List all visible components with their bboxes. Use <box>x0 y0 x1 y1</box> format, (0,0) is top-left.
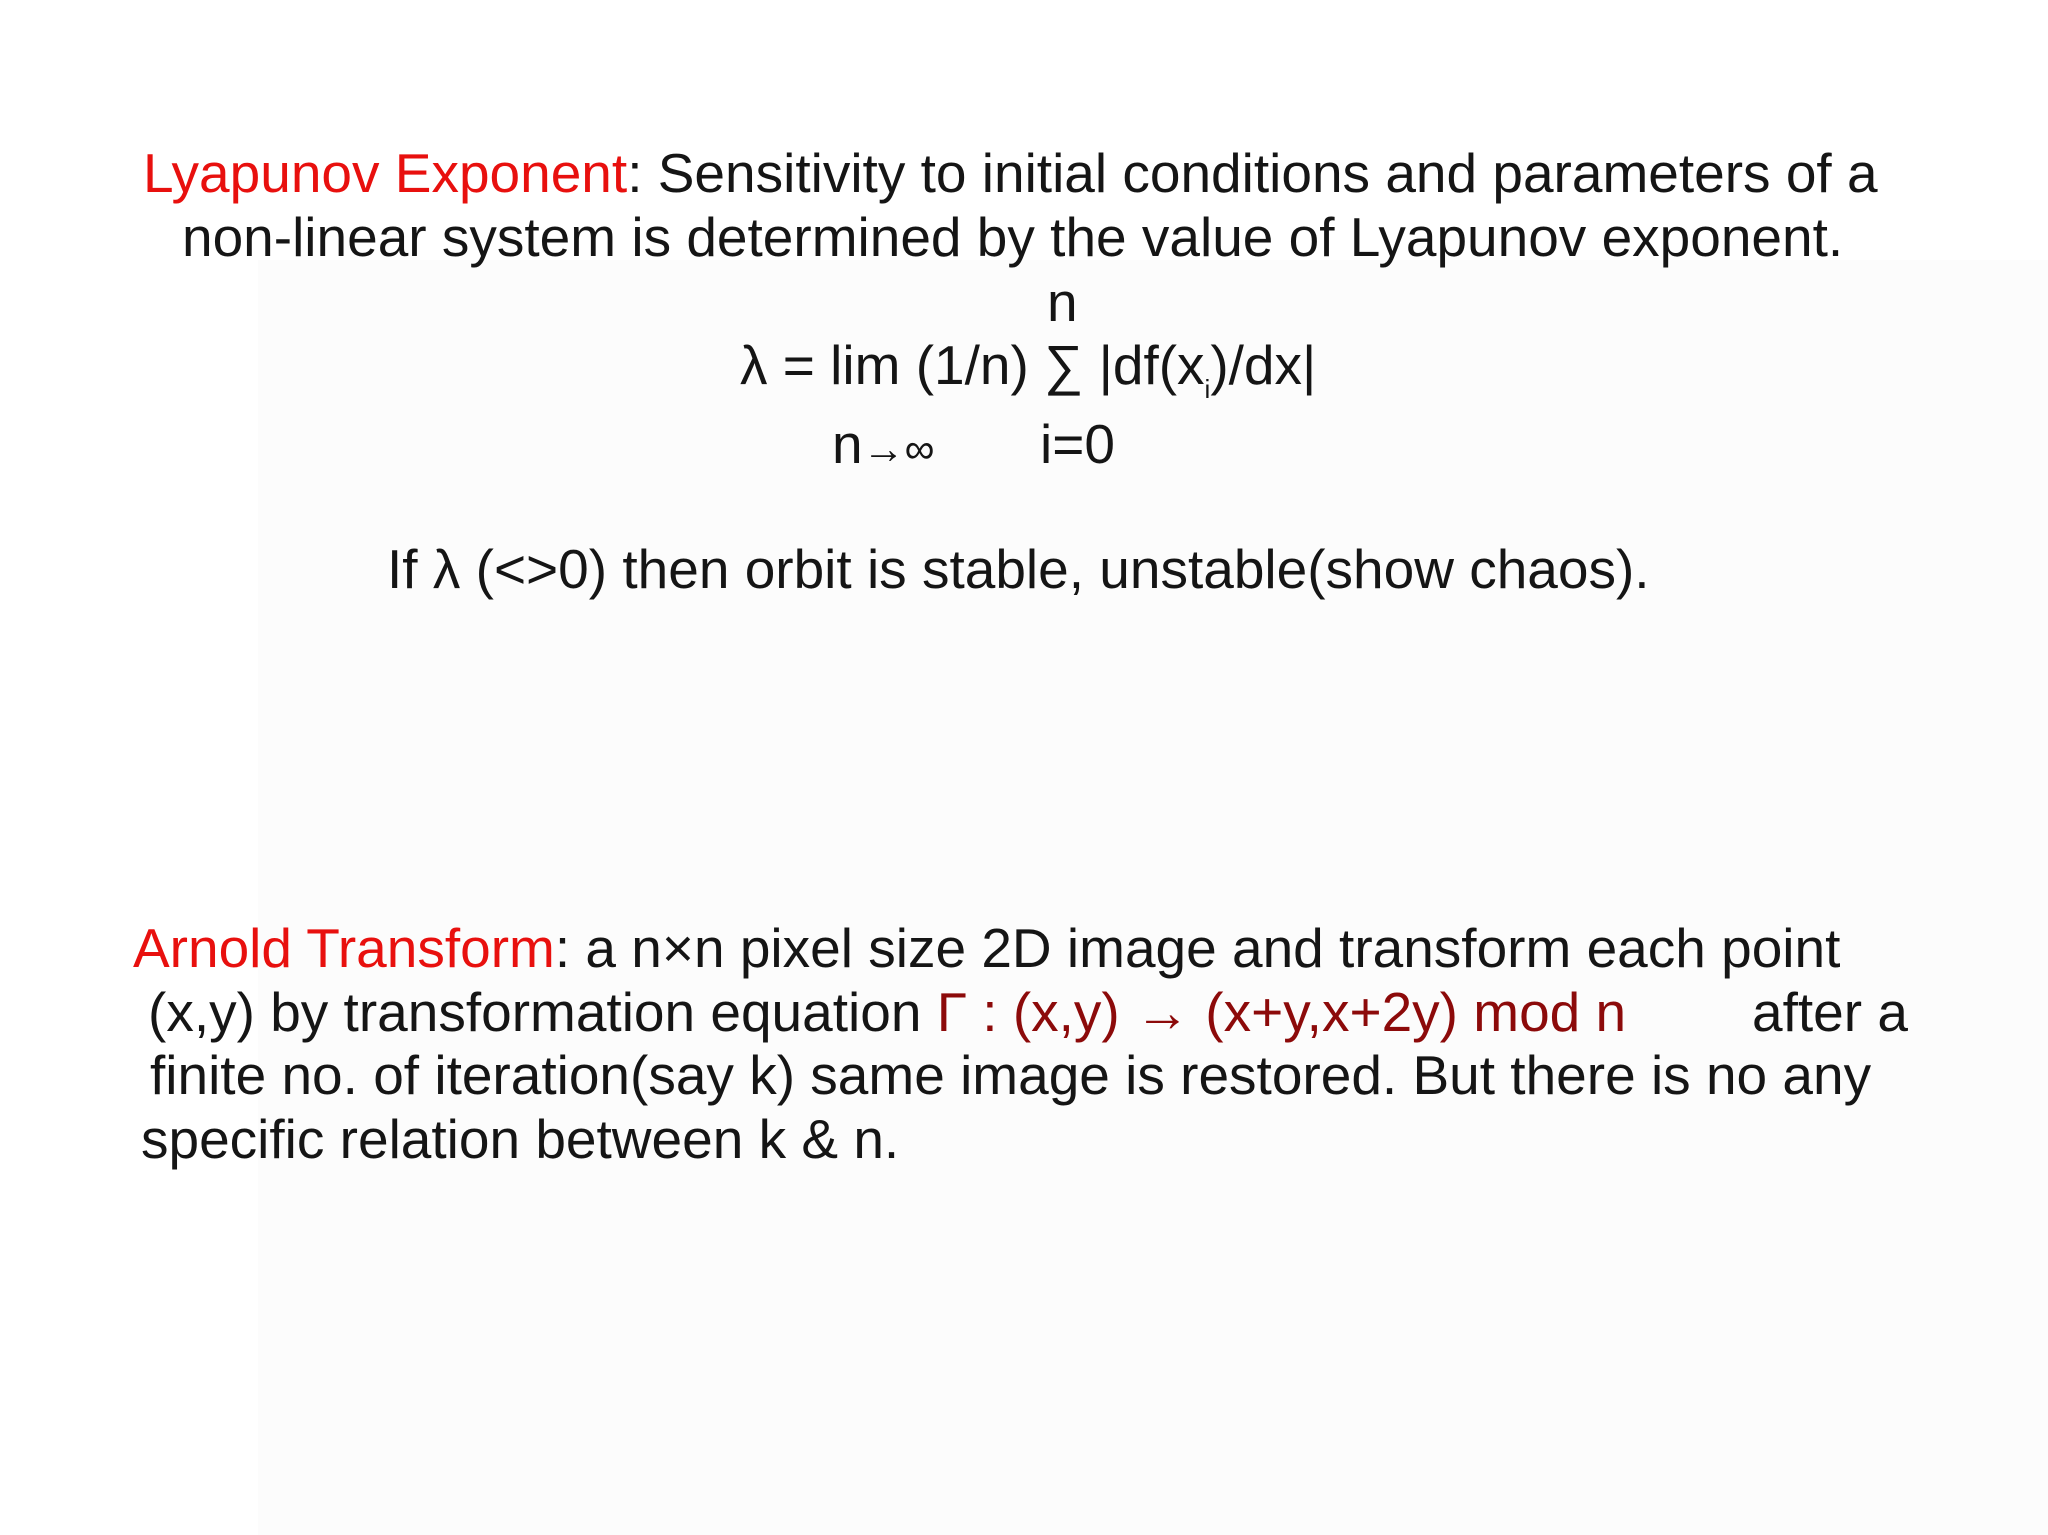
lyapunov-line-1-text: : Sensitivity to initial conditions and parameters of a <box>627 142 1878 204</box>
arnold-heading: Arnold Transform <box>133 917 555 979</box>
formula-subscript: i <box>1204 374 1211 404</box>
lyapunov-heading: Lyapunov Exponent <box>143 142 628 204</box>
formula-main-end: )/dx| <box>1210 334 1317 396</box>
arnold-line-2-start: (x,y) by transformation equation <box>148 981 937 1043</box>
arnold-line-2-end: after a <box>1752 981 1908 1043</box>
formula-upper-limit: n <box>1047 271 1078 333</box>
arnold-line-4: specific relation between k & n. <box>141 1108 900 1170</box>
arnold-line-1-text: : a n×n pixel size 2D image and transform each point <box>554 917 1841 979</box>
arnold-line-2 <box>148 980 1626 1044</box>
lyapunov-line-1 <box>143 141 1878 205</box>
arnold-line-1 <box>133 916 1840 980</box>
formula-limit <box>832 412 935 481</box>
arnold-equation: Γ : (x,y) → (x+y,x+2y) mod n <box>936 981 1627 1043</box>
formula-main-start: λ = lim (1/n) ∑ |df(x <box>740 334 1205 396</box>
background-shade <box>258 260 2048 1535</box>
formula-main <box>740 333 1316 407</box>
arnold-line-3: finite no. of iteration(say k) same image is restored. But there is no any <box>150 1044 1872 1106</box>
stability-text: If λ (<>0) then orbit is stable, unstable(show chaos). <box>387 538 1650 600</box>
lyapunov-line-2: non-linear system is determined by the value of Lyapunov exponent. <box>182 206 1844 268</box>
formula-lower-limit: i=0 <box>1040 413 1115 475</box>
formula-limit-var: n <box>832 413 863 475</box>
formula-limit-arrow: →∞ <box>862 425 935 472</box>
